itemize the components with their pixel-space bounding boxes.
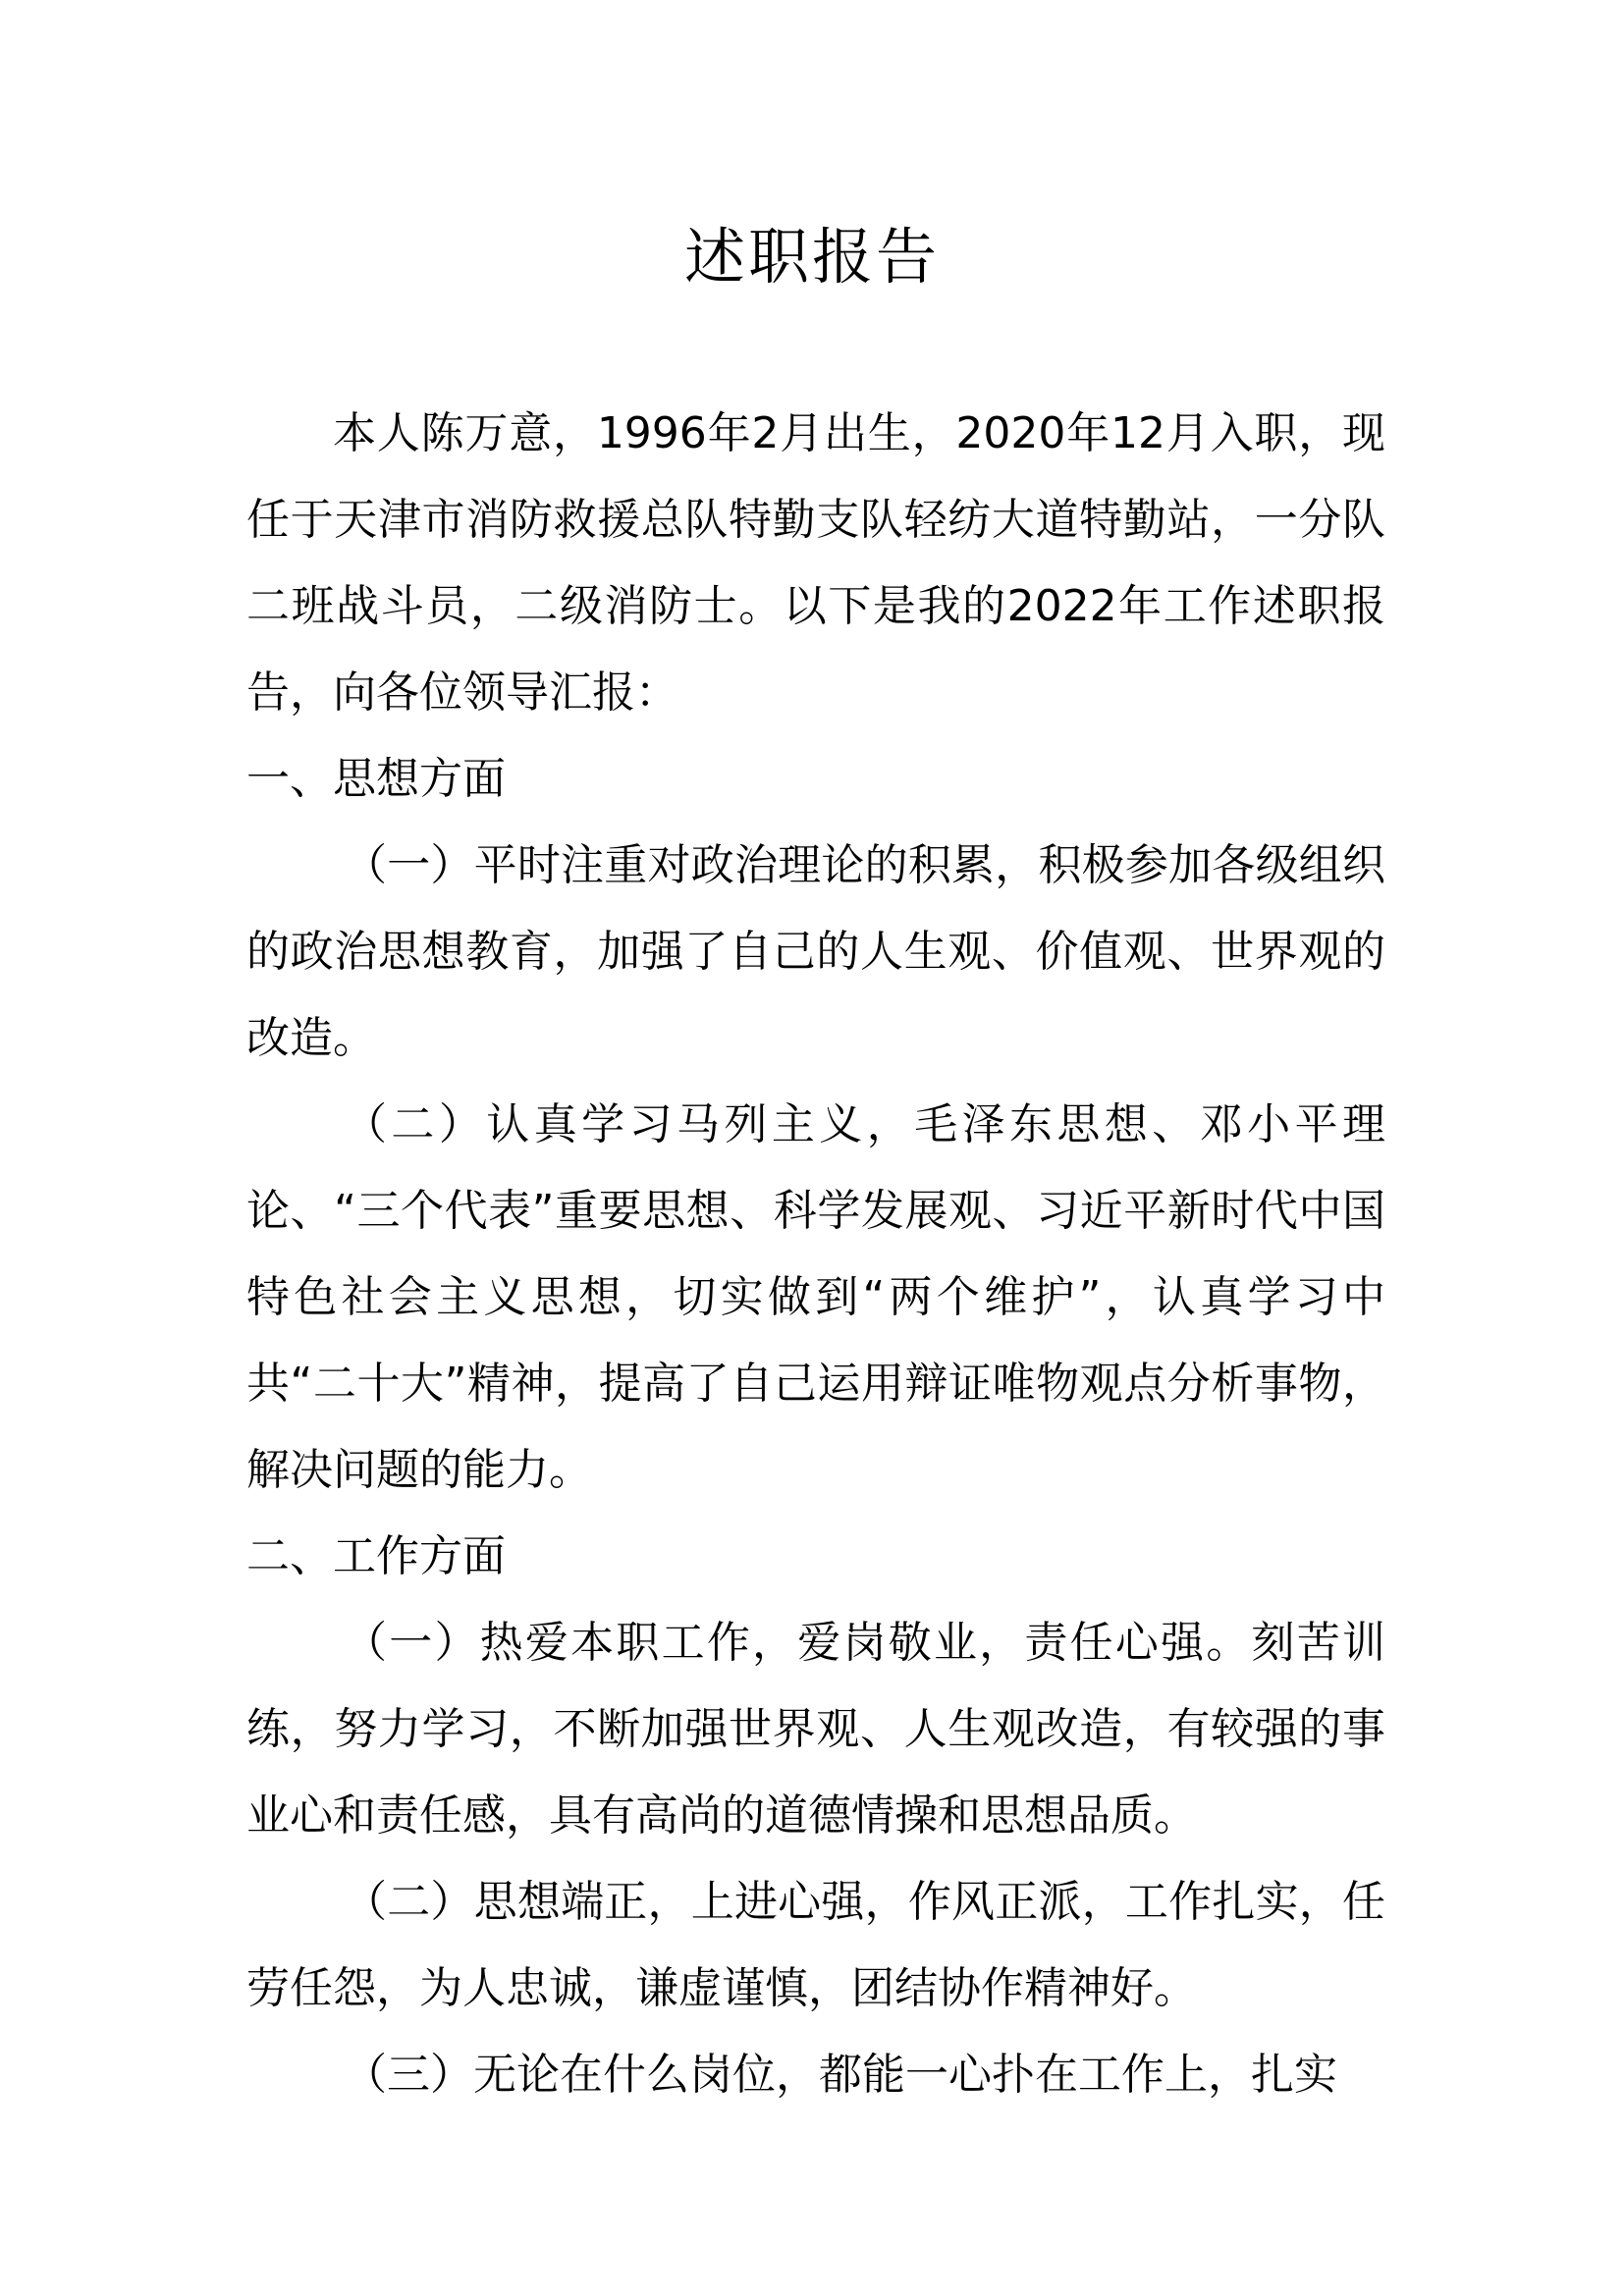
work-item-3: （三）无论在什么岗位，都能一心扑在工作上，扎实 xyxy=(344,2050,1337,2100)
document-body xyxy=(246,391,1385,2118)
document-title: 述职报告 xyxy=(683,221,940,293)
section-heading-work: 二、工作方面 xyxy=(246,1531,506,1581)
thought-item-1: （一）平时注重对政治理论的积累，积极参加各级组织的政治思想教育，加强了自己的人生观、价值观、世界观的改造。 xyxy=(246,840,1385,1063)
intro-paragraph: 本人陈万意，1996年2月出生，2020年12月入职，现任于天津市消防救援总队特勤支队轻纺大道特勤站，一分队二班战斗员，二级消防士。以下是我的2022年工作述职报告，向各位领导汇报： xyxy=(246,408,1385,718)
section-heading-thought: 一、思想方面 xyxy=(246,754,506,804)
work-item-1: （一）热爱本职工作，爱岗敬业，责任心强。刻苦训练，努力学习，不断加强世界观、人生观改造，有较强的事业心和责任感，具有高尚的道德情操和思想品质。 xyxy=(246,1618,1385,1841)
thought-item-2: （二）认真学习马列主义，毛泽东思想、邓小平理论、“三个代表”重要思想、科学发展观、习近平新时代中国特色社会主义思想，切实做到“两个维护”，认真学习中共“二十大”精神，提高了自己运用辩证唯物观点分析事物，解决问题的能力。 xyxy=(246,1099,1385,1495)
work-item-2: （二）思想端正，上进心强，作风正派，工作扎实，任劳任怨，为人忠诚，谦虚谨慎，团结协作精神好。 xyxy=(246,1877,1385,2013)
